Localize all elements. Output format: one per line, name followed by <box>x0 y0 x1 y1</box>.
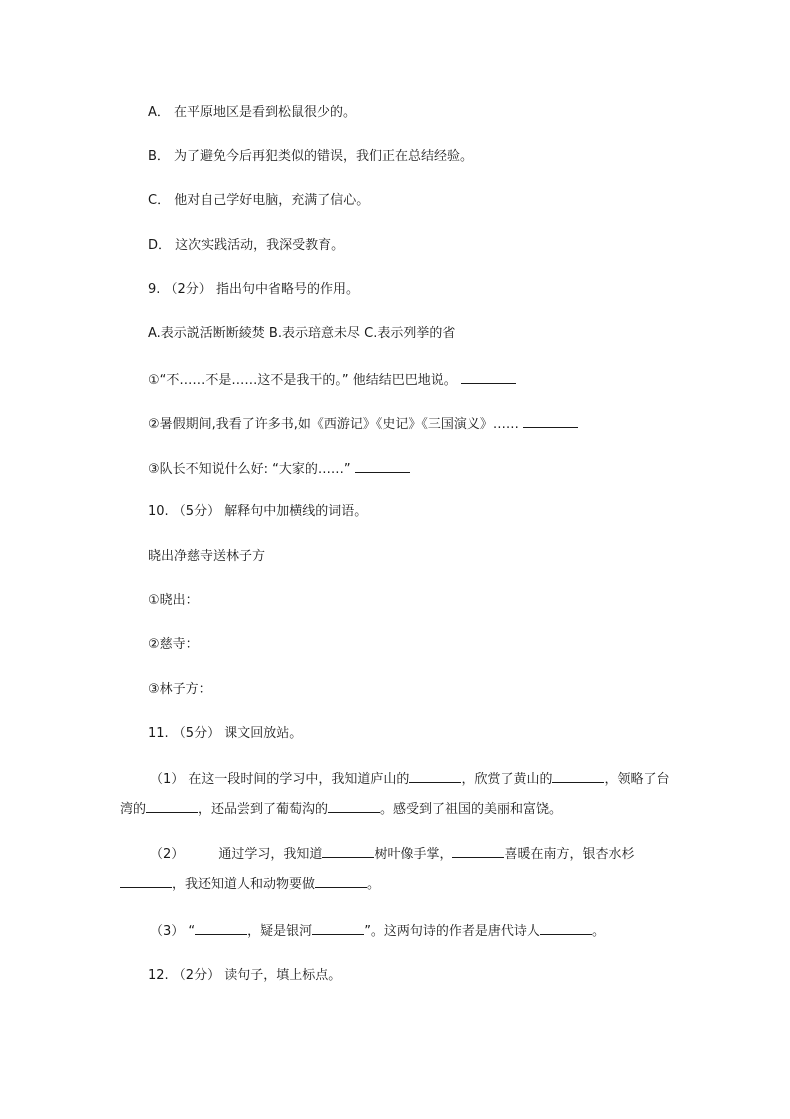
answer-blank[interactable] <box>452 844 504 858</box>
part-1-text-c: ，领略了台湾的 <box>120 772 670 817</box>
part-3-text-a: “ <box>188 924 196 939</box>
part-2-text-d: ，我还知道人和动物要做 <box>172 877 316 892</box>
answer-blank[interactable] <box>328 799 380 813</box>
answer-blank[interactable] <box>540 921 592 935</box>
answer-blank[interactable] <box>523 414 578 428</box>
part-1-number: （1） <box>150 772 185 787</box>
part-3-text-d: 。 <box>591 924 605 939</box>
answer-blank[interactable] <box>355 459 410 473</box>
part-3-number: （3） <box>150 924 185 939</box>
answer-blank[interactable] <box>146 799 198 813</box>
option-c: C． 他对自己学好电脑，充满了信心。 <box>148 193 370 208</box>
part-1-text-a: 在这一段时间的学习中，我知道庐山的 <box>188 772 410 787</box>
question-11-title: 11. （5分） 课文回放站。 <box>148 726 303 741</box>
answer-blank[interactable] <box>322 844 374 858</box>
question-10-item-1: ①晓出： <box>148 593 199 608</box>
option-a: A． 在平原地区是看到松鼠很少的。 <box>148 105 357 120</box>
option-d: D． 这次实践活动，我深受教育。 <box>148 238 345 253</box>
question-9-item-3-text: ③队长不知说什么好: “大家的……” <box>148 462 351 477</box>
part-1-text-d: ，还品尝到了葡萄沟的 <box>198 802 329 817</box>
question-9-item-1 <box>148 370 516 390</box>
part-2-number: （2） <box>150 847 185 862</box>
question-11-part-3 <box>120 917 680 947</box>
question-9-item-2 <box>148 414 578 434</box>
question-9-title: 9. （2分） 指出句中省略号的作用。 <box>148 282 359 297</box>
part-3-text-c: ”。这两句诗的作者是唐代诗人 <box>364 924 540 939</box>
part-3-text-b: ，疑是银河 <box>247 924 313 939</box>
answer-blank[interactable] <box>552 769 604 783</box>
part-1-text-b: ，欣赏了黄山的 <box>461 772 553 787</box>
question-9-item-3 <box>148 459 410 479</box>
question-11-part-2 <box>120 840 680 900</box>
answer-blank[interactable] <box>461 370 516 384</box>
question-9-choices: A.表示説活断断綾焚 B.表示琣意未尽 C.表示列挙的省 <box>148 326 456 341</box>
answer-blank[interactable] <box>195 921 247 935</box>
question-9-item-1-text: ①“不……不是……这不是我干的。” 他结结巴巴地说。 <box>148 373 457 388</box>
answer-blank[interactable] <box>315 874 367 888</box>
option-b: B． 为了避免今后再犯类似的错误，我们正在总结经验。 <box>148 149 474 164</box>
question-11-part-1 <box>120 765 680 825</box>
question-10-poem-title: 晓出净慈寺送林子方 <box>148 549 266 564</box>
part-2-text-a: 通过学习，我知道 <box>218 847 323 862</box>
question-12-title: 12. （2分） 读句子，填上标点。 <box>148 968 342 983</box>
part-1-text-e: 。感受到了祖国的美丽和富饶。 <box>380 802 563 817</box>
answer-blank[interactable] <box>409 769 461 783</box>
part-2-text-c: 喜暖在南方，银杏水杉 <box>504 847 635 862</box>
part-2-text-b: 树叶像手掌， <box>374 847 453 862</box>
part-2-text-e: 。 <box>367 877 381 892</box>
question-10-item-2: ②慈寺： <box>148 637 199 652</box>
question-9-item-2-text: ②暑假期间,我看了许多书,如《西游记》《史记》《三国演义》…… <box>148 417 519 432</box>
question-10-title: 10. （5分） 解释句中加横线的词语。 <box>148 504 368 519</box>
answer-blank[interactable] <box>120 874 172 888</box>
answer-blank[interactable] <box>312 921 364 935</box>
question-10-item-3: ③林子方： <box>148 682 212 697</box>
